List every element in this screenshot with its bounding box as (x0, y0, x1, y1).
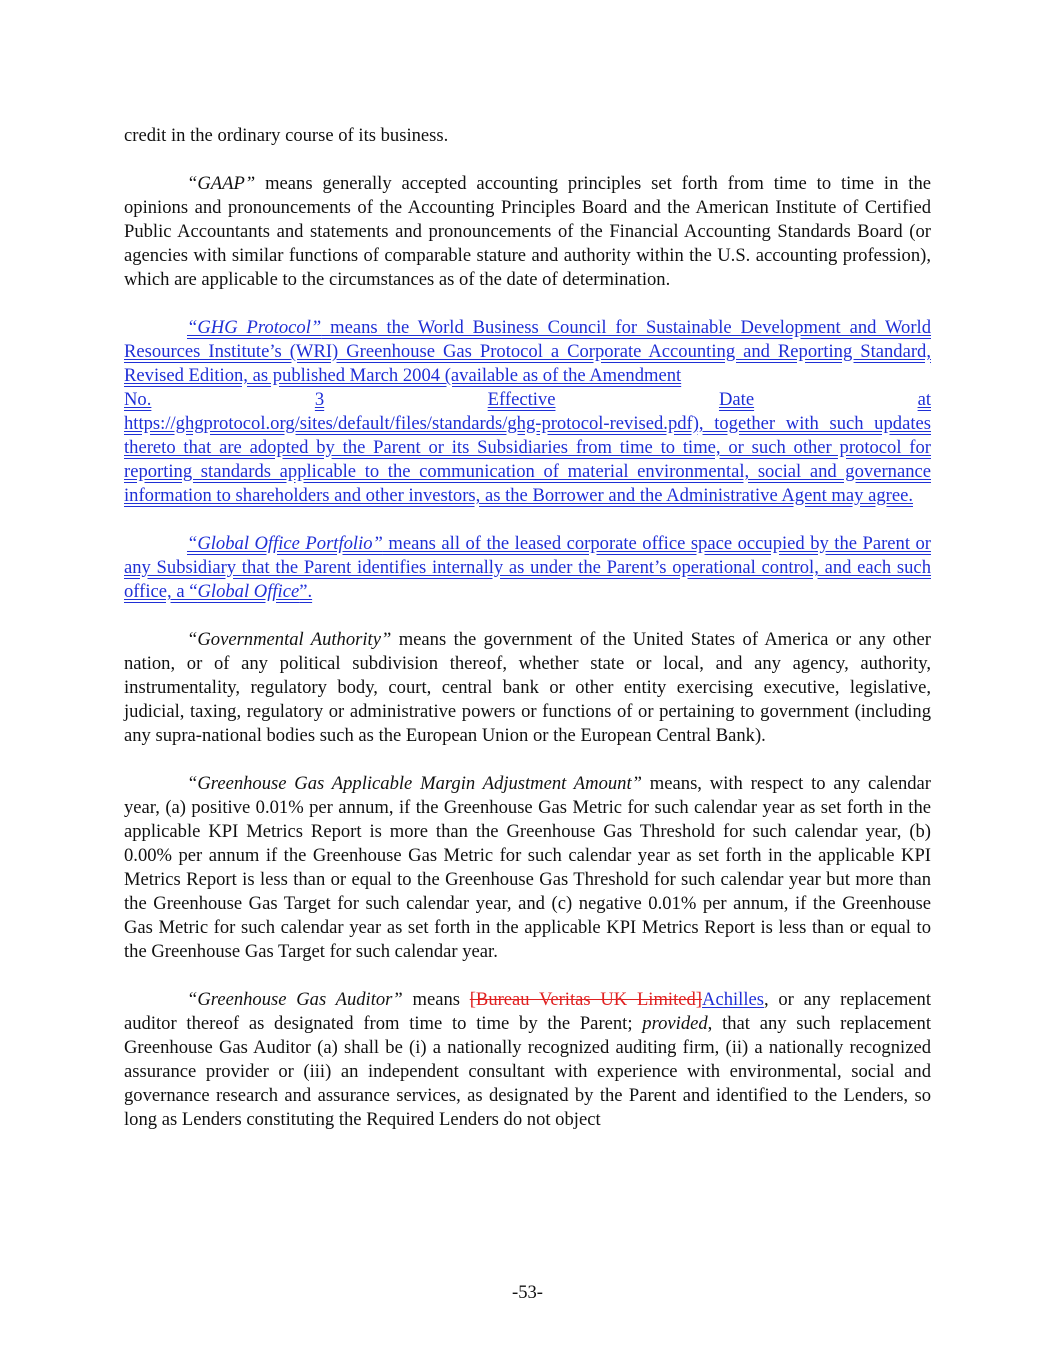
ghg-auditor-body-1: , or any replacement auditor thereof as designated from time to time by the Parent; (124, 989, 932, 1034)
spread-word: Date (718, 389, 755, 410)
defined-term-ghg-margin-adjustment: “Greenhouse Gas Applicable Margin Adjustment Amount” (187, 773, 642, 794)
spread-word: 3 (314, 389, 325, 410)
definition-ghg-margin-adjustment (124, 772, 931, 964)
ghg-protocol-link-text: https://ghgprotocol.org/sites/default/files/standards/ghg-protocol-revised.pdf), together with such updates thereto that are adopted by the Parent or its Subsidiaries from time to time, or such other protocol for reporting standards applicable to the communication of material environmental, social and governance information to shareholders and other investors, as the Borrower and the Administrative Agent may agree. (124, 413, 931, 506)
definition-governmental-authority (124, 628, 931, 748)
defined-term-governmental-authority: “Governmental Authority” (187, 629, 392, 650)
definition-gaap (124, 172, 931, 292)
spread-word: Effective (487, 389, 556, 410)
document-page (124, 124, 931, 1132)
definition-ghg-protocol (124, 316, 931, 388)
definition-ghg-auditor (124, 988, 931, 1132)
ghg-auditor-body-2: , that any such replacement Greenhouse Gas Auditor (a) shall be (i) a nationally recognized auditing firm, (ii) a nationally recognized assurance provider or (iii) an independent consultant with experience with environmental, social and governance research and assurance services, as designated by the Parent and identified to the Lenders, so long as Lenders constituting the Required Lenders do not object (124, 1013, 931, 1130)
defined-term-global-office: Global Office (197, 581, 300, 602)
defined-term-ghg-auditor: “Greenhouse Gas Auditor” (187, 989, 403, 1010)
defined-term-gaap: “GAAP” (187, 173, 256, 194)
provided-term: provided (642, 1013, 708, 1034)
defined-term-ghg-protocol: “GHG Protocol” (187, 317, 322, 338)
spread-word: at (917, 389, 931, 410)
inserted-text: Achilles (702, 989, 764, 1010)
definition-gaap-body: means generally accepted accounting principles set forth from time to time in the opinions and pronouncements of the Accounting Principles Board and the American Institute of Certified Public Accountants and statements and pronouncements of the Financial Accounting Standards Board (or agencies with similar functions of comparable stature and authority within the U.S. accounting profession), which are applicable to the circumstances as of the date of determination. (124, 173, 931, 290)
definition-global-office-portfolio (124, 532, 931, 604)
definition-ghg-protocol-tail (124, 412, 931, 508)
deleted-text: [Bureau Veritas UK Limited] (469, 989, 703, 1010)
defined-term-global-office-portfolio: “Global Office Portfolio” (187, 533, 383, 554)
definition-governmental-authority-body: means the government of the United States of America or any other nation, or of any political subdivision thereof, whether state or local, and any agency, authority, instrumentality, regulatory body, court, central bank or other entity exercising executive, legislative, judicial, taxing, regulatory or administrative powers or functions of or pertaining to government (including any supra-national bodies such as the European Union or the European Central Bank). (124, 629, 931, 746)
ghg-auditor-means: means (402, 989, 470, 1010)
definition-global-office-end: ”. (299, 581, 313, 602)
spread-word: No. (124, 389, 152, 410)
definition-ghg-margin-body: means, with respect to any calendar year, (a) positive 0.01% per annum, if the Greenhouse Gas Metric for such calendar year as set forth in the applicable KPI Metrics Report is more than the Greenhouse Gas Threshold for such calendar year, (b) 0.00% per annum if the Greenhouse Gas Metric for such calendar year as set forth in the applicable KPI Metrics Report is less than or equal to the Greenhouse Gas Threshold for such calendar year but more than the Greenhouse Gas Target for such calendar year, and (c) negative 0.01% per annum, if the Greenhouse Gas Metric for such calendar year as set forth in the applicable KPI Metrics Report is less than or equal to the Greenhouse Gas Target for such calendar year. (124, 773, 931, 962)
definition-ghg-protocol-body: means the World Business Council for Sustainable Development and World Resources Institute’s (WRI) Greenhouse Gas Protocol a Corporate Accounting and Reporting Standard, Revised Edition, as published March 2004 (available as of the Amendment (124, 317, 931, 386)
page-number: -53- (512, 1282, 543, 1303)
definition-global-office-body: means all of the leased corporate office space occupied by the Parent or any Subsidiary that the Parent identifies internally as under the Parent’s operational control, and each such office, a “ (124, 533, 931, 602)
continuation-paragraph (124, 124, 931, 148)
continuation-text: credit in the ordinary course of its business. (124, 125, 449, 146)
ghg-protocol-spread-line (124, 388, 931, 412)
